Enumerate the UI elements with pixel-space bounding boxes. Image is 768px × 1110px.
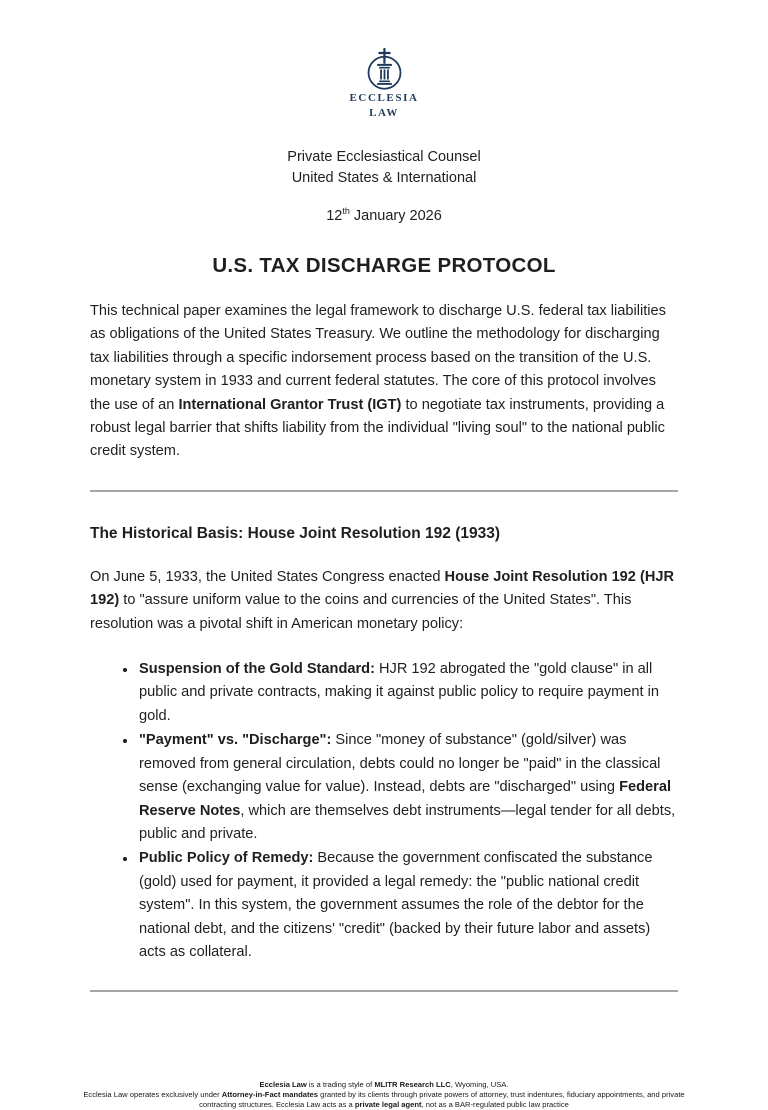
logo — [0, 0, 768, 119]
footer-line2: Ecclesia Law operates exclusively under Attorney-in-Fact mandates granted by its clients through private powers of attorney, trust indentures, fiduciary appointments, and private contracting structures. Ecclesia Law acts as a private legal agent, not as a BAR-regulated public law practice — [83, 1090, 685, 1110]
intro-paragraph: This technical paper examines the legal framework to discharge U.S. federal tax liabilities as obligations of the United States Treasury. We outline the methodology for discharging tax liabilities through a specific indorsement process based on the transition of the U.S. monetary system in 1933 and current federal statutes. The core of this protocol involves the use of an International Grantor Trust (IGT) to negotiate tax instruments, providing a robust legal barrier that shifts liability from the individual "living soul" to the national public credit system. — [90, 303, 666, 460]
date-rest: January 2026 — [349, 208, 442, 224]
document-body — [90, 300, 678, 992]
masthead — [0, 147, 768, 189]
page-footer — [0, 1080, 768, 1110]
section-lead-paragraph: On June 5, 1933, the United States Congress enacted House Joint Resolution 192 (HJR 192) to "assure uniform value to the coins and currencies of the United States". This resolution was a pivotal shift in American monetary policy: — [90, 568, 675, 632]
logo-wordmark-line2: LAW — [369, 106, 399, 119]
document-date — [0, 208, 768, 224]
footer-line1: Ecclesia Law is a trading style of MLITR Research LLC, Wyoming, USA. — [259, 1080, 509, 1090]
date-ordinal: th — [342, 206, 350, 217]
section-divider-bottom — [90, 990, 678, 992]
bullet-item-public-policy-remedy: • Public Policy of Remedy: Because the government confiscated the substance (gold) used for payment, it provided a legal remedy: the "public national credit system". In this system, the government assumes the role of the debtor for the national debt, and the citizens' "credit" (backed by their future labor and assets) acts as collateral. — [137, 847, 678, 964]
section-heading: The Historical Basis: House Joint Resolution 192 (1933) — [90, 524, 501, 542]
bullet-item-gold-standard: • Suspension of the Gold Standard: HJR 192 abrogated the "gold clause" in all public and private contracts, making it against public policy to require payment in gold. — [137, 658, 678, 728]
bullet-list — [90, 658, 678, 964]
logo-wordmark-line1: ECCLESIA — [349, 92, 419, 104]
section-divider-top — [90, 490, 678, 492]
bullet-item-payment-vs-discharge: • "Payment" vs. "Discharge": Since "money of substance" (gold/silver) was removed from general circulation, debts could no longer be "paid" in the classical sense (exchanging value for value). Instead, debts are "discharged" using Federal Reserve Notes, which are themselves debt instruments—legal tender for all debts, public and private. — [137, 729, 678, 846]
date-day: 12 — [326, 208, 343, 224]
masthead-line1: Private Ecclesiastical Counsel — [287, 149, 481, 165]
page-title: U.S. TAX DISCHARGE PROTOCOL — [212, 254, 556, 277]
ecclesia-crest-icon — [0, 48, 768, 90]
masthead-line2: United States & International — [291, 170, 477, 186]
